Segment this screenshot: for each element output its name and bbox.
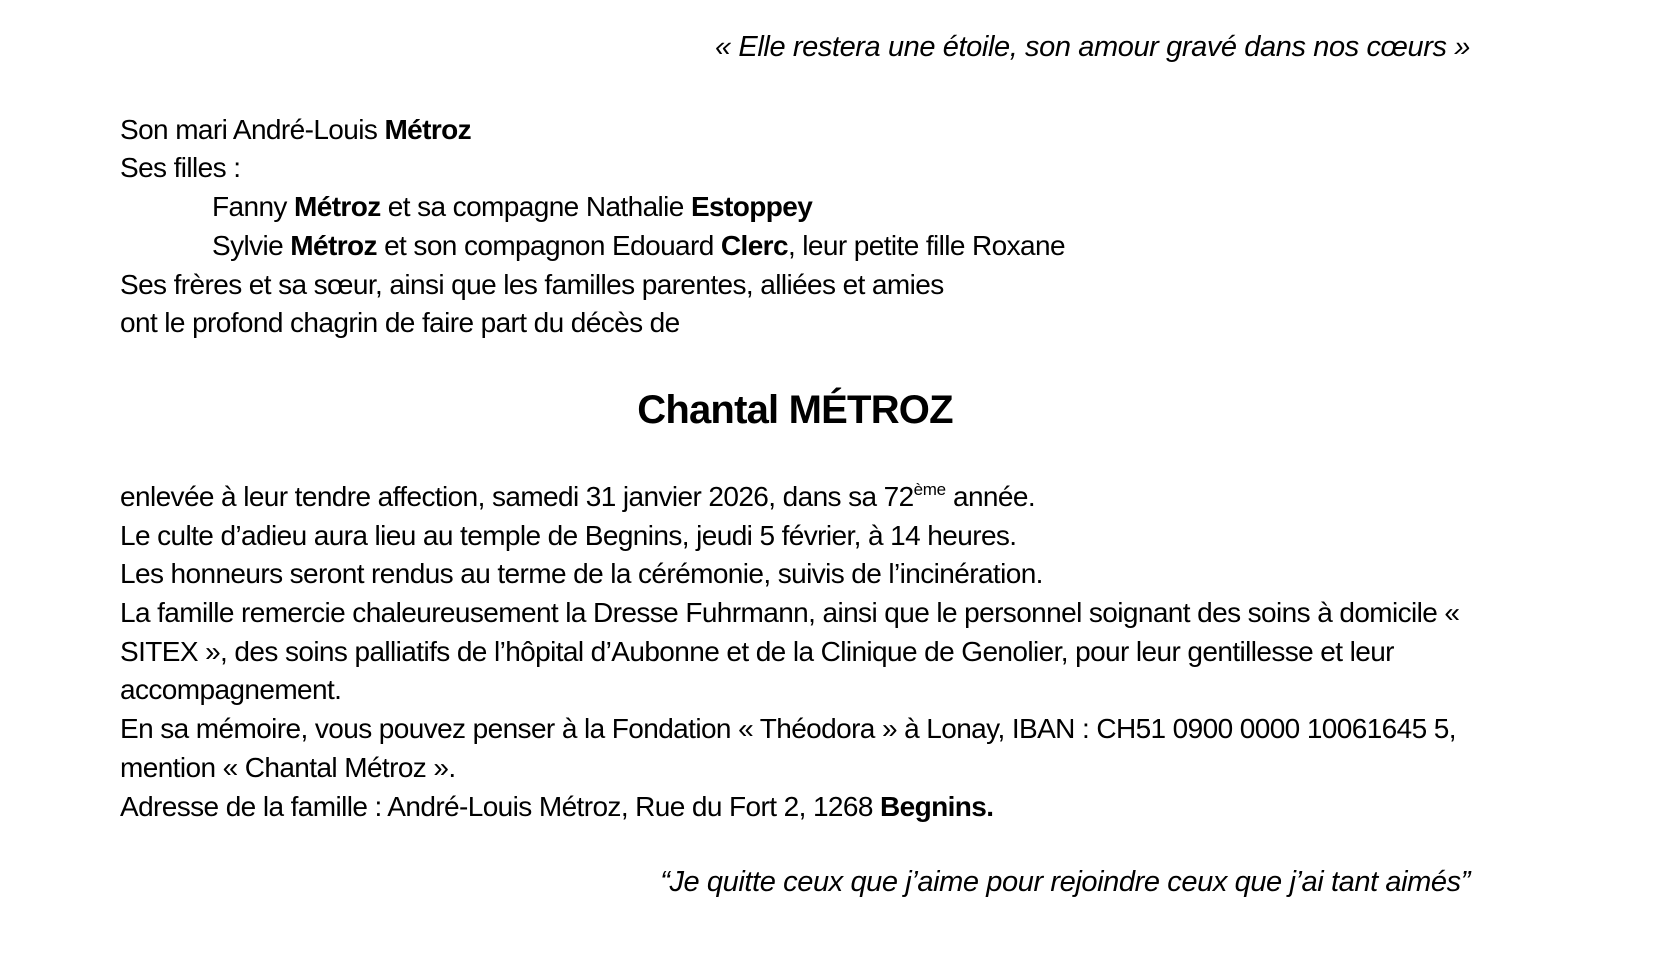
daughter2-post: , leur petite fille Roxane bbox=[787, 229, 1065, 261]
daughter2-surname: Métroz bbox=[290, 229, 377, 261]
daughter2-first: Sylvie bbox=[212, 229, 291, 261]
daughter2-mid: et son compagnon Edouard bbox=[376, 229, 721, 261]
husband-line bbox=[120, 111, 1470, 150]
honors-line: Les honneurs seront rendus au terme de la cérémonie, suivis de l’incinération. bbox=[120, 558, 1043, 590]
husband-surname: Métroz bbox=[384, 113, 472, 145]
donation-line: En sa mémoire, vous pouvez penser à la Fondation « Théodora » à Lonay, IBAN : CH51 0900 0000 10061645 5, mention « Chantal Métroz ». bbox=[120, 713, 1456, 783]
daughter1-mid: et sa compagne Nathalie bbox=[380, 191, 691, 223]
address-line bbox=[120, 788, 1470, 827]
family-section bbox=[120, 111, 1470, 343]
ordinal-suffix: ème bbox=[913, 479, 946, 499]
death-date-pre: enlevée à leur tendre affection, samedi 31 janvier 2026, dans sa 72 bbox=[120, 480, 914, 512]
daughters-label: Ses filles : bbox=[120, 152, 241, 184]
thanks-line: La famille remercie chaleureusement la Dresse Fuhrmann, ainsi que le personnel soignant des soins à domicile « SITEX », des soins palliatifs de l’hôpital d’Aubonne et de la Clinique de Genolier, pour leur gentillesse et leur accompagnement. bbox=[120, 597, 1460, 706]
address-town: Begnins. bbox=[880, 790, 994, 822]
opening-quote: « Elle restera une étoile, son amour gravé dans nos cœurs » bbox=[715, 31, 1470, 63]
deceased-name: Chantal MÉTROZ bbox=[637, 387, 953, 432]
daughter2-partner-surname: Clerc bbox=[720, 229, 788, 261]
daughter1-first: Fanny bbox=[212, 191, 294, 223]
address-text: Adresse de la famille : André-Louis Métroz, Rue du Fort 2, 1268 bbox=[120, 790, 881, 822]
husband-line-text: Son mari André-Louis bbox=[120, 113, 385, 145]
announcement-line: ont le profond chagrin de faire part du décès de bbox=[120, 307, 680, 339]
service-line: Le culte d’adieu aura lieu au temple de Begnins, jeudi 5 février, à 14 heures. bbox=[120, 519, 1017, 551]
daughter-line-1 bbox=[120, 188, 1470, 227]
closing-quote: “Je quitte ceux que j’aime pour rejoindre ceux que j’ai tant aimés” bbox=[660, 866, 1470, 899]
daughter-line-2 bbox=[120, 227, 1470, 266]
daughter1-surname: Métroz bbox=[294, 191, 381, 223]
body-section bbox=[120, 478, 1470, 826]
daughter1-partner-surname: Estoppey bbox=[690, 191, 813, 223]
death-date-line bbox=[120, 478, 1470, 517]
siblings-line: Ses frères et sa sœur, ainsi que les familles parentes, alliées et amies bbox=[120, 268, 944, 300]
death-date-post: année. bbox=[945, 480, 1036, 512]
